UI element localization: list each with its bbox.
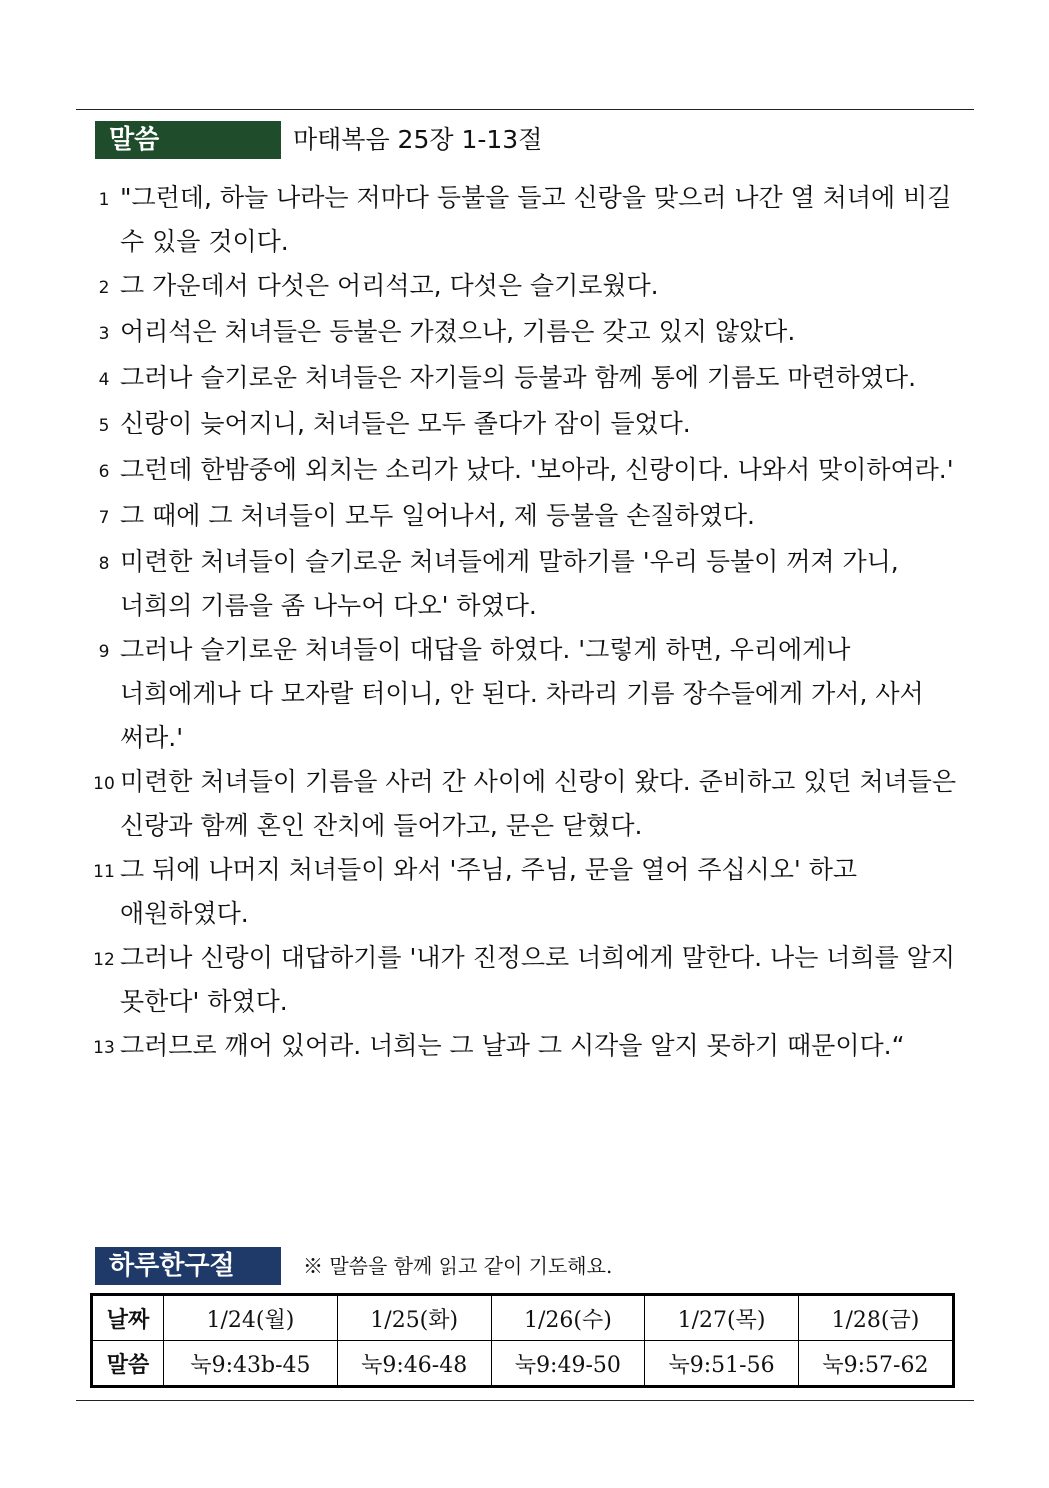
verse-text: 그 때에 그 처녀들이 모두 일어나서, 제 등불을 손질하였다.: [120, 501, 755, 530]
verse-number: 7: [98, 508, 110, 528]
verse-number: 9: [98, 642, 110, 662]
verse-number: 4: [98, 370, 110, 390]
verse-number: 10: [93, 774, 115, 794]
verse-text: 그러나 슬기로운 처녀들이 대답을 하였다. '그렇게 하면, 우리에게나 너희에게나 다 모자랄 터이니, 안 된다. 차라리 기름 장수들에게 가서, 사서 써라.': [120, 635, 924, 752]
verse-number: 8: [98, 554, 110, 574]
verse-text: 그러나 슬기로운 처녀들은 자기들의 등불과 함께 통에 기름도 마련하였다.: [120, 363, 917, 392]
verse-number: 6: [98, 462, 110, 482]
verse-number: 12: [93, 950, 115, 970]
table-row-readings: [92, 1341, 954, 1387]
verse-number: 1: [98, 190, 110, 210]
verse-text: 그러나 신랑이 대답하기를 '내가 진정으로 너희에게 말한다. 나는 너희를 알지 못한다' 하였다.: [120, 943, 955, 1016]
bottom-rule: [76, 1400, 974, 1401]
verse-text: 그러므로 깨어 있어라. 너희는 그 날과 그 시각을 알지 못하기 때문이다.“: [120, 1031, 905, 1060]
reading-cell: 눅9:43b-45: [164, 1341, 338, 1387]
verse-item: [88, 356, 968, 402]
reading-cell: 눅9:46-48: [337, 1341, 491, 1387]
table-row-dates: [92, 1295, 954, 1341]
verse-text: 미련한 처녀들이 슬기로운 처녀들에게 말하기를 '우리 등불이 꺼져 가니, 너희의 기름을 좀 나누어 다오' 하였다.: [120, 547, 899, 620]
date-cell: 1/27(목): [645, 1295, 799, 1341]
verse-item: [88, 494, 968, 540]
verse-number: 13: [93, 1038, 115, 1058]
date-cell: 1/28(금): [798, 1295, 953, 1341]
daily-verse-label: 하루한구절: [95, 1247, 281, 1285]
verse-number: 2: [98, 278, 110, 298]
verse-text: 그 가운데서 다섯은 어리석고, 다섯은 슬기로웠다.: [120, 271, 659, 300]
verse-item: [88, 848, 968, 936]
reading-cell: 눅9:49-50: [491, 1341, 645, 1387]
date-cell: 1/26(수): [491, 1295, 645, 1341]
verse-text: "그런데, 하늘 나라는 저마다 등불을 들고 신랑을 맞으러 나간 열 처녀에 비길 수 있을 것이다.: [120, 183, 952, 256]
row-header-reading: 말씀: [92, 1341, 164, 1387]
date-cell: 1/24(월): [164, 1295, 338, 1341]
verse-text: 그 뒤에 나머지 처녀들이 와서 '주님, 주님, 문을 열어 주십시오' 하고 애원하였다.: [120, 855, 858, 928]
verse-number: 5: [98, 416, 110, 436]
verse-item: [88, 176, 968, 264]
verse-text: 그런데 한밤중에 외치는 소리가 났다. '보아라, 신랑이다. 나와서 맞이하여라.': [120, 455, 954, 484]
verse-number: 3: [98, 324, 110, 344]
reading-cell: 눅9:51-56: [645, 1341, 799, 1387]
verse-item: [88, 760, 968, 848]
verse-text: 어리석은 처녀들은 등불은 가졌으나, 기름은 갖고 있지 않았다.: [120, 317, 796, 346]
verse-item: [88, 628, 968, 760]
verse-text: 미련한 처녀들이 기름을 사러 간 사이에 신랑이 왔다. 준비하고 있던 처녀들은 신랑과 함께 혼인 잔치에 들어가고, 문은 닫혔다.: [120, 767, 957, 840]
verse-item: [88, 448, 968, 494]
date-cell: 1/25(화): [337, 1295, 491, 1341]
verse-item: [88, 310, 968, 356]
reading-cell: 눅9:57-62: [798, 1341, 953, 1387]
reading-note: ※ 말씀을 함께 읽고 같이 기도해요.: [303, 1254, 613, 1278]
verse-item: [88, 540, 968, 628]
verse-item: [88, 1024, 968, 1070]
row-header-date: 날짜: [92, 1295, 164, 1341]
top-rule: [76, 109, 974, 110]
word-section-label: 말씀: [95, 121, 281, 159]
verse-list: [88, 176, 968, 1070]
scripture-reference: 마태복음 25장 1-13절: [293, 125, 543, 154]
verse-item: [88, 402, 968, 448]
verse-number: 11: [93, 862, 115, 882]
reading-schedule-table: [90, 1293, 955, 1388]
verse-item: [88, 936, 968, 1024]
verse-item: [88, 264, 968, 310]
verse-text: 신랑이 늦어지니, 처녀들은 모두 졸다가 잠이 들었다.: [120, 409, 691, 438]
